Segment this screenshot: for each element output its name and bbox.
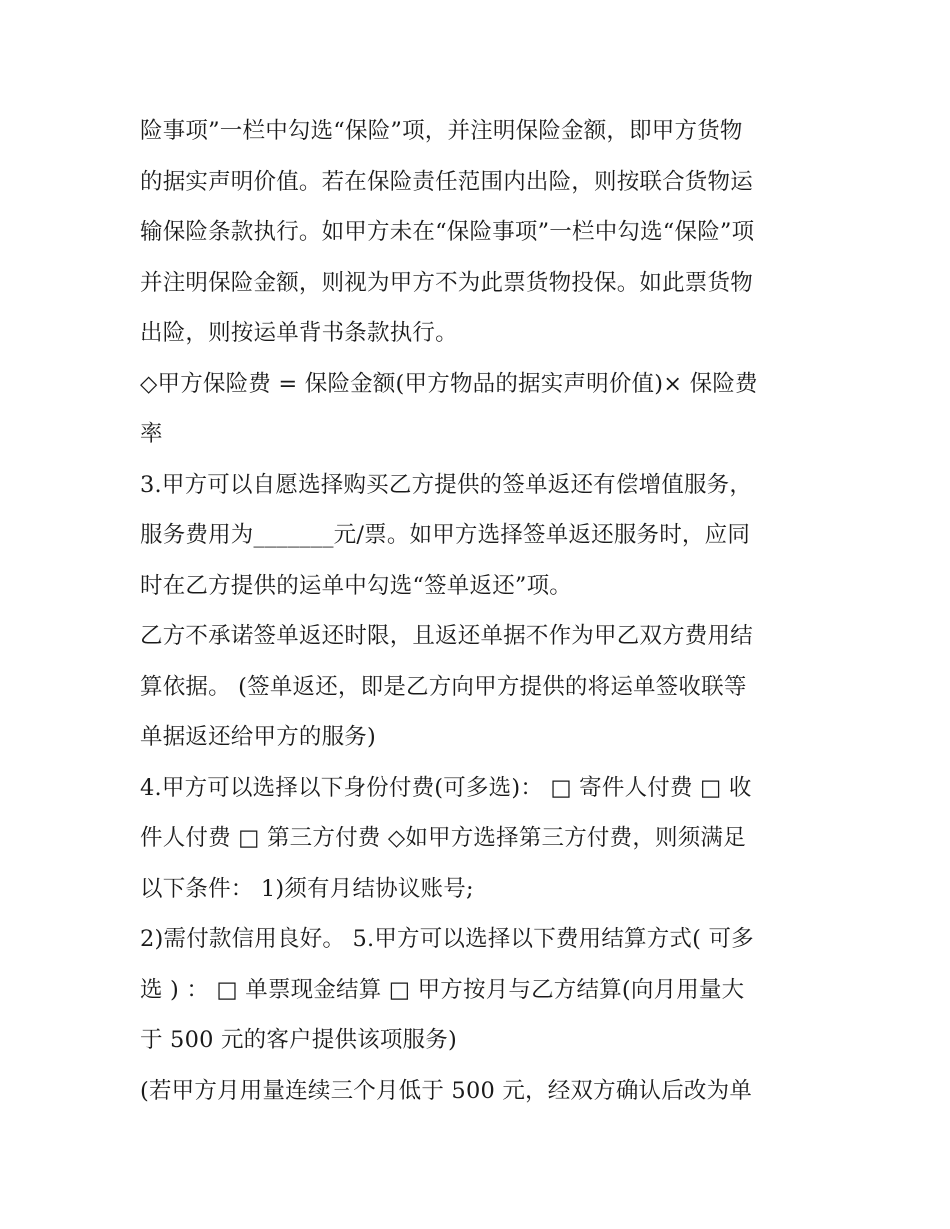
text-line-6: ◇甲方保险费 = 保险金额(甲方物品的据实声明价值)× 保险费	[140, 370, 758, 397]
text-line-5: 出险，则按运单背书条款执行。	[140, 320, 458, 346]
text-line-16: 以下条件： 1)须有月结协议账号;	[140, 875, 474, 902]
text-line-1: 险事项”一栏中勾选“保险”项，并注明保险金额，即甲方货物	[140, 118, 743, 144]
document-body	[140, 106, 830, 1116]
text-line-10: 时在乙方提供的运单中勾选“签单返还”项。	[140, 572, 573, 599]
text-line-15: 件人付费 □ 第三方付费 ◇如甲方选择第三方付费，则须满足	[140, 825, 746, 851]
text-line-7: 率	[140, 421, 163, 447]
text-line-13: 单据返还给甲方的服务)	[140, 724, 376, 750]
text-line-8: 3.甲方可以自愿选择购买乙方提供的签单返还有偿增值服务，	[140, 471, 753, 498]
text-line-11: 乙方不承诺签单返还时限，且返还单据不作为甲乙双方费用结	[140, 623, 753, 649]
text-line-9: 服务费用为_______元/票。如甲方选择签单返还服务时，应同	[140, 522, 751, 548]
text-line-12: 算依据。 (签单返还，即是乙方向甲方提供的将运单签收联等	[140, 673, 747, 700]
text-line-2: 的据实声明价值。若在保险责任范围内出险，则按联合货物运	[140, 168, 753, 195]
text-line-14: 4.甲方可以选择以下身份付费(可多选)： □ 寄件人付费 □ 收	[140, 774, 752, 801]
text-line-3: 输保险条款执行。如甲方未在“保险事项”一栏中勾选“保险”项	[140, 219, 755, 245]
text-line-4: 并注明保险金额，则视为甲方不为此票货物投保。如此票货物	[140, 269, 753, 296]
text-line-17: 2)需付款信用良好。 5.甲方可以选择以下费用结算方式( 可多	[140, 926, 754, 952]
text-line-19: 于 500 元的客户提供该项服务)	[140, 1027, 457, 1053]
text-line-20: (若甲方月用量连续三个月低于 500 元，经双方确认后改为单	[140, 1077, 753, 1104]
text-line-18: 选 ) ： □ 单票现金结算 □ 甲方按月与乙方结算(向月用量大	[140, 976, 745, 1003]
